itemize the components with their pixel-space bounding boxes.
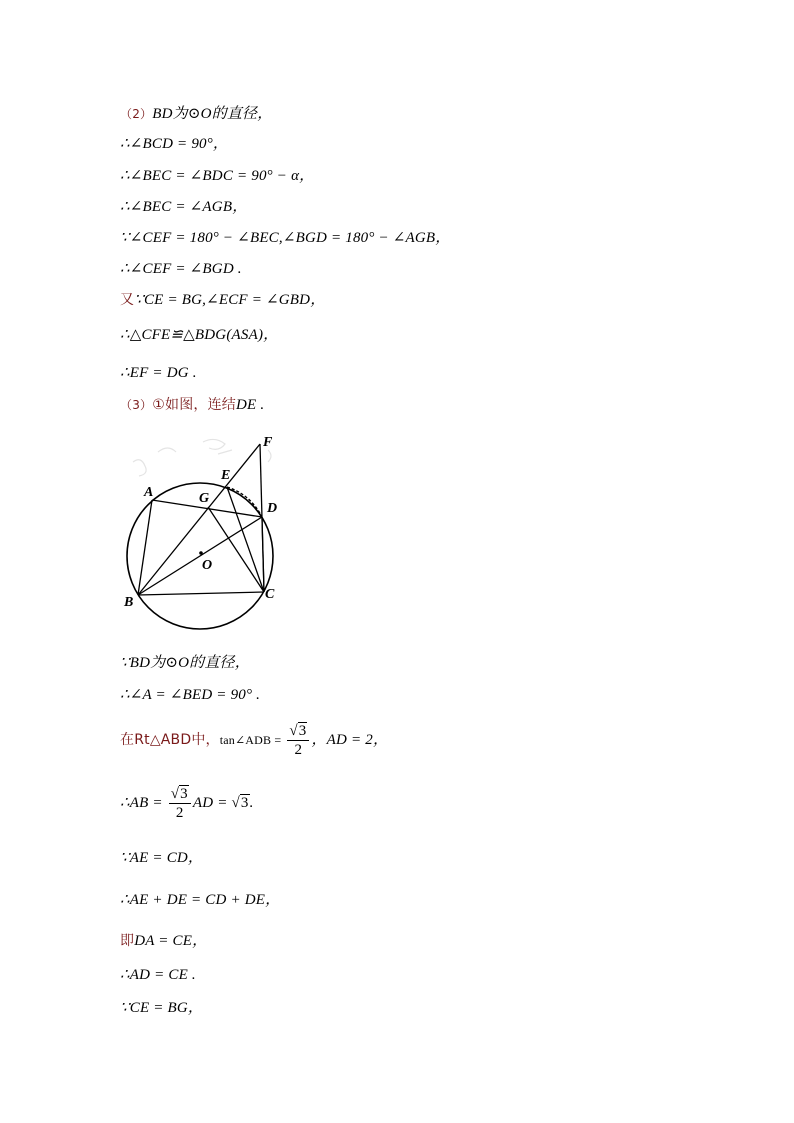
watermark xyxy=(133,439,271,476)
line-bd-diameter xyxy=(120,104,272,124)
label-g: G xyxy=(199,491,210,506)
sqrt-radicand: 3 xyxy=(240,794,249,811)
line-ab-value: ∴AB = $\frac{√3}{2}$ AD = √3. xyxy=(120,786,254,821)
line-congruent xyxy=(120,325,278,345)
tan-expression: tan∠ADB = xyxy=(219,732,282,747)
line-prefix: 即 xyxy=(120,933,135,949)
line-text: ∴∠BCD = 90°， xyxy=(120,136,229,152)
line-text: ∴∠A = ∠BED = 90° . xyxy=(120,687,261,703)
line-text: ∵∠CEF = 180° − ∠BEC,∠BGD = 180° − ∠AGB， xyxy=(120,230,451,246)
line-part3-intro xyxy=(120,395,264,415)
line-text: ∴AE + DE = CD + DE， xyxy=(120,892,281,908)
geometry-figure xyxy=(118,432,298,642)
line-text: ∴∠BEC = ∠AGB， xyxy=(120,199,248,215)
label-f: F xyxy=(263,435,273,450)
label-a: A xyxy=(144,485,154,500)
segment-bc xyxy=(138,592,264,595)
line-bcd-90 xyxy=(120,134,228,154)
line-cef-eq-bgd xyxy=(120,259,242,279)
line-text: DA = CE， xyxy=(134,933,208,949)
line-tail: ，AD = 2， xyxy=(311,731,389,748)
line-text: ∴∠CEF = ∠BGD . xyxy=(120,261,242,277)
line-text: ∴AD = CE . xyxy=(120,967,196,983)
label-o: O xyxy=(202,558,213,573)
segment-bf xyxy=(138,444,260,595)
label-e: E xyxy=(221,468,231,483)
fraction-numerator: √3 xyxy=(287,722,309,741)
label-d: D xyxy=(267,501,278,516)
line-arc-sum xyxy=(120,890,280,910)
line-end: . xyxy=(249,794,254,811)
line-ad-eq-ce xyxy=(120,965,196,985)
line-cn: ①如图，连结 xyxy=(152,397,237,413)
line-prefix: 又 xyxy=(120,292,135,308)
label-b: B xyxy=(124,595,134,610)
line-bec-agb xyxy=(120,197,247,217)
line-bd-diameter-2 xyxy=(120,653,250,673)
line-text: ∵CE = BG， xyxy=(120,1000,204,1016)
line-bec-bdc xyxy=(120,166,314,186)
part-2-marker: （2） xyxy=(120,107,153,121)
figure-lines xyxy=(138,444,264,595)
fraction-denominator: 2 xyxy=(175,805,184,821)
line-text: ∴△CFE≌△BDG(ASA)， xyxy=(120,327,279,343)
line-text: ∴∠BEC = ∠BDC = 90° − α， xyxy=(120,168,315,184)
fraction-sqrt3-over-2 xyxy=(169,785,191,822)
line-ce-eq-bg xyxy=(120,290,325,310)
label-c: C xyxy=(265,587,275,602)
fraction-denominator: 2 xyxy=(294,742,303,758)
line-ef-eq-dg xyxy=(120,363,197,383)
part-3-marker: （3） xyxy=(120,398,153,412)
segment-ec xyxy=(227,487,264,592)
fraction-numerator: √3 xyxy=(169,785,191,804)
line-mid: AD = xyxy=(192,794,228,811)
line-text: BD为⊙O的直径， xyxy=(152,106,273,122)
line-text: DE . xyxy=(236,397,265,413)
segment-bd xyxy=(138,517,262,595)
line-arc-da-ce xyxy=(120,931,207,951)
line-text: ∴EF = DG . xyxy=(120,365,197,381)
line-prefix: 在Rt△ABD中， xyxy=(120,731,220,748)
line-cef-bgd-180 xyxy=(120,228,451,248)
line-arc-ae-cd xyxy=(120,848,203,868)
line-prefix: ∴AB = xyxy=(120,794,163,811)
segment-gc xyxy=(208,507,264,592)
line-angle-a-bed xyxy=(120,685,260,705)
sqrt-radicand: 3 xyxy=(298,723,307,739)
sqrt-radicand: 3 xyxy=(180,786,188,802)
line-ce-eq-bg-2 xyxy=(120,998,203,1018)
line-text: ∵CE = BG,∠ECF = ∠GBD， xyxy=(134,292,326,308)
line-text: ∵AE = CD， xyxy=(120,850,204,866)
line-text: ∵BD为⊙O的直径， xyxy=(120,655,250,671)
line-tan-adb xyxy=(120,722,388,759)
fraction-sqrt3-over-2 xyxy=(287,722,309,759)
